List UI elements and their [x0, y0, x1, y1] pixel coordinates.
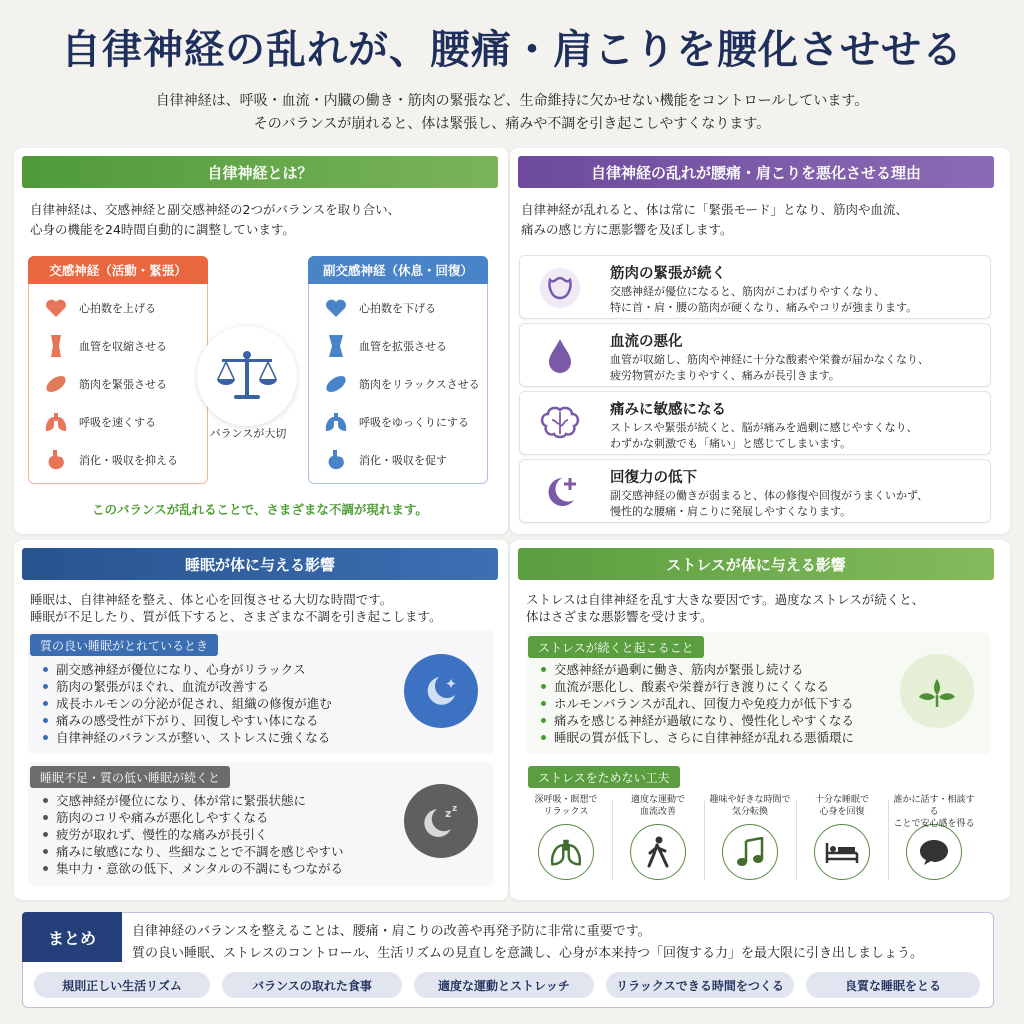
list-item: 集中力・意欲の低下、メンタルの不調にもつながる: [40, 860, 344, 877]
sympathetic-item-label: 血管を収縮させる: [79, 340, 167, 353]
list-item: 副交感神経が優位になり、心身がリラックス: [40, 661, 332, 678]
stress-text-line1: ストレスは自律神経を乱す大きな要因です。過度なストレスが続くと、: [526, 592, 925, 607]
tip-divider: [796, 800, 797, 880]
sympathetic-item-label: 呼吸を速くする: [79, 416, 156, 429]
parasympathetic-item: [323, 445, 447, 475]
music-icon: [722, 824, 778, 880]
sympathetic-item: [43, 445, 178, 475]
reason-desc: 副交感神経の働きが弱まると、体の修復や回復がうまくいかず、 慢性的な腰痛・肩こりに発展しやすくなります。: [610, 489, 929, 518]
bed-icon: [814, 824, 870, 880]
list-item: 交感神経が過剰に働き、筋肉が緊張し続ける: [538, 661, 854, 678]
sympathetic-item: [43, 293, 156, 323]
reason-title: 回復力の低下: [610, 470, 697, 486]
tip-item: 十分な睡眠で 心身を回復: [798, 794, 886, 882]
lungs-icon: [323, 409, 349, 435]
reason-card: [519, 255, 991, 319]
summary-pill: バランスの取れた食事: [222, 972, 402, 998]
summary-label: まとめ: [22, 912, 122, 962]
muscle-icon: [43, 371, 69, 397]
list-item: 痛みを感じる神経が過敏になり、慢性化しやすくなる: [538, 712, 854, 729]
list-item: 筋肉の緊張がほぐれ、血流が改善する: [40, 678, 332, 695]
summary-line1: 自律神経のバランスを整えることは、腰痛・肩こりの改善や再発予防に非常に重要です。: [132, 924, 651, 939]
parasympathetic-item: [323, 293, 436, 323]
tip-item: 趣味や好きな時間で 気分転換: [706, 794, 794, 882]
walking-icon: [630, 824, 686, 880]
tip-divider: [704, 800, 705, 880]
reasons-text-line2: 痛みの感じ方に悪影響を及ぼします。: [521, 222, 733, 237]
moon-plus-icon: [530, 464, 590, 520]
good-sleep-tag: 質の良い睡眠がとれているとき: [30, 634, 218, 656]
lungs-icon: [538, 824, 594, 880]
list-item: 自律神経のバランスが整い、ストレスに強くなる: [40, 729, 332, 746]
list-item: 疲労が取れず、慢性的な痛みが長引く: [40, 826, 344, 843]
list-item: 筋肉のコリや痛みが悪化しやすくなる: [40, 809, 344, 826]
parasympathetic-item-label: 消化・吸収を促す: [359, 454, 447, 467]
muscle-icon: [530, 260, 590, 316]
sympathetic-item-label: 心拍数を上げる: [79, 302, 156, 315]
sleep-text-line2: 睡眠が不足したり、質が低下すると、さまざまな不調を引き起こします。: [30, 609, 442, 624]
what-is-text-line1: 自律神経は、交感神経と副交感神経の2つがバランスを取り合い、: [30, 202, 401, 217]
sleep-text-line1: 睡眠は、自律神経を整え、体と心を回復させる大切な時間です。: [30, 592, 393, 607]
balance-scale: [197, 326, 297, 426]
list-item: ホルモンバランスが乱れ、回復力や免疫力が低下する: [538, 695, 854, 712]
reason-title: 血流の悪化: [610, 334, 683, 350]
reason-title: 筋肉の緊張が続く: [610, 266, 726, 282]
page-subtitle-line1: 自律神経は、呼吸・血流・内臓の働き・筋肉の緊張など、生命維持に欠かせない機能をコントロールしています。: [155, 93, 869, 109]
bad-sleep-list: [40, 792, 344, 877]
moon-zzz-icon: [404, 784, 478, 858]
reasons-text-line1: 自律神経が乱れると、体は常に「緊張モード」となり、筋肉や血流、: [521, 202, 909, 217]
drop-icon: [530, 328, 590, 384]
parasympathetic-item-label: 呼吸をゆっくりにする: [359, 416, 469, 429]
tip-item: 誰かに話す・相談する ことで安心感を得る: [890, 794, 978, 882]
reason-card: [519, 459, 991, 523]
sympathetic-title: 交感神経（活動・緊張）: [28, 256, 208, 284]
sympathetic-item: [43, 407, 156, 437]
stress-tips-tag: ストレスをためない工夫: [528, 766, 680, 788]
summary-line2: 質の良い睡眠、ストレスのコントロール、生活リズムの見直しを意識し、心身が本来持つ「回復する力」を最大限に引き出しましょう。: [132, 946, 924, 961]
parasympathetic-box: [308, 256, 488, 484]
list-item: 交感神経が優位になり、体が常に緊張状態に: [40, 792, 344, 809]
stress-banner: ストレスが体に与える影響: [518, 548, 994, 580]
reason-desc: ストレスや緊張が続くと、脳が痛みを過剰に感じやすくなり、 わずかな刺激でも「痛い」と感じてしまいます。: [610, 421, 918, 450]
reason-desc: 交感神経が優位になると、筋肉がこわばりやすくなり、 特に首・肩・腰の筋肉が硬くなり、痛みやコリが強まります。: [610, 285, 918, 314]
reasons-banner: 自律神経の乱れが腰痛・肩こりを悪化させる理由: [518, 156, 994, 188]
stomach-icon: [323, 447, 349, 473]
sympathetic-item-label: 消化・吸収を抑える: [79, 454, 178, 467]
muscle-icon: [323, 371, 349, 397]
list-item: 成長ホルモンの分泌が促され、組織の修復が進む: [40, 695, 332, 712]
parasympathetic-item: [323, 369, 480, 399]
list-item: 痛みに敏感になり、些細なことで不調を感じやすい: [40, 843, 344, 860]
page-subtitle-line2: そのバランスが崩れると、体は緊張し、痛みや不調を引き起こしやすくなります。: [253, 116, 771, 132]
sleep-banner: 睡眠が体に与える影響: [22, 548, 498, 580]
chat-icon: [906, 824, 962, 880]
summary-pill: 適度な運動とストレッチ: [414, 972, 594, 998]
tip-item: 深呼吸・瞑想で リラックス: [522, 794, 610, 882]
tip-item: 適度な運動で 血流改善: [614, 794, 702, 882]
parasympathetic-item: [323, 407, 469, 437]
blood-vessel-icon: [43, 333, 69, 359]
blood-vessel-icon: [323, 333, 349, 359]
parasympathetic-item-label: 筋肉をリラックスさせる: [359, 378, 480, 391]
stress-text-line2: 体はさざまな悪影響を受けます。: [526, 609, 713, 624]
svg-text:z: z: [445, 807, 452, 820]
lungs-icon: [43, 409, 69, 435]
list-item: 睡眠の質が低下し、さらに自律神経が乱れる悪循環に: [538, 729, 854, 746]
balance-note: このバランスが乱れることで、さまざまな不調が現れます。: [92, 502, 428, 517]
sympathetic-box: [28, 256, 208, 484]
summary-pill: 良質な睡眠をとる: [806, 972, 980, 998]
moon-star-icon: [404, 654, 478, 728]
heart-icon: [323, 295, 349, 321]
bad-sleep-tag: 睡眠不足・質の低い睡眠が続くと: [30, 766, 230, 788]
summary-pill: リラックスできる時間をつくる: [606, 972, 794, 998]
good-sleep-list: [40, 661, 332, 746]
sympathetic-item-label: 筋肉を緊張させる: [79, 378, 167, 391]
sympathetic-item: [43, 369, 167, 399]
reason-card: [519, 323, 991, 387]
tip-divider: [612, 800, 613, 880]
parasympathetic-item: [323, 331, 447, 361]
list-item: 血流が悪化し、酸素や栄養が行き渡りにくくなる: [538, 678, 854, 695]
svg-text:z: z: [452, 804, 458, 814]
reason-title: 痛みに敏感になる: [610, 402, 726, 418]
parasympathetic-title: 副交感神経（休息・回復）: [308, 256, 488, 284]
brain-icon: [530, 396, 590, 452]
reason-desc: 血管が収縮し、筋肉や神経に十分な酸素や栄養が届かなくなり、 疲労物質がたまりやすく、痛みが長引きます。: [610, 353, 929, 382]
reason-card: [519, 391, 991, 455]
leaf-icon: [900, 654, 974, 728]
stress-effects-tag: ストレスが続くと起こること: [528, 636, 704, 658]
sympathetic-item: [43, 331, 167, 361]
stress-effects-list: [538, 661, 854, 746]
stomach-icon: [43, 447, 69, 473]
parasympathetic-item-label: 血管を拡張させる: [359, 340, 447, 353]
list-item: 痛みの感受性が下がり、回復しやすい体になる: [40, 712, 332, 729]
what-is-banner: 自律神経とは？: [22, 156, 498, 188]
summary-pill: 規則正しい生活リズム: [34, 972, 210, 998]
heart-icon: [43, 295, 69, 321]
scale-icon: [216, 349, 278, 403]
tip-divider: [888, 800, 889, 880]
page-title: 自律神経の乱れが、腰痛・肩こりを腰化させせる: [61, 27, 963, 73]
balance-label: バランスが大切: [209, 427, 287, 440]
what-is-text-line2: 心身の機能を24時間自動的に調整しています。: [30, 222, 295, 237]
parasympathetic-item-label: 心拍数を下げる: [359, 302, 436, 315]
